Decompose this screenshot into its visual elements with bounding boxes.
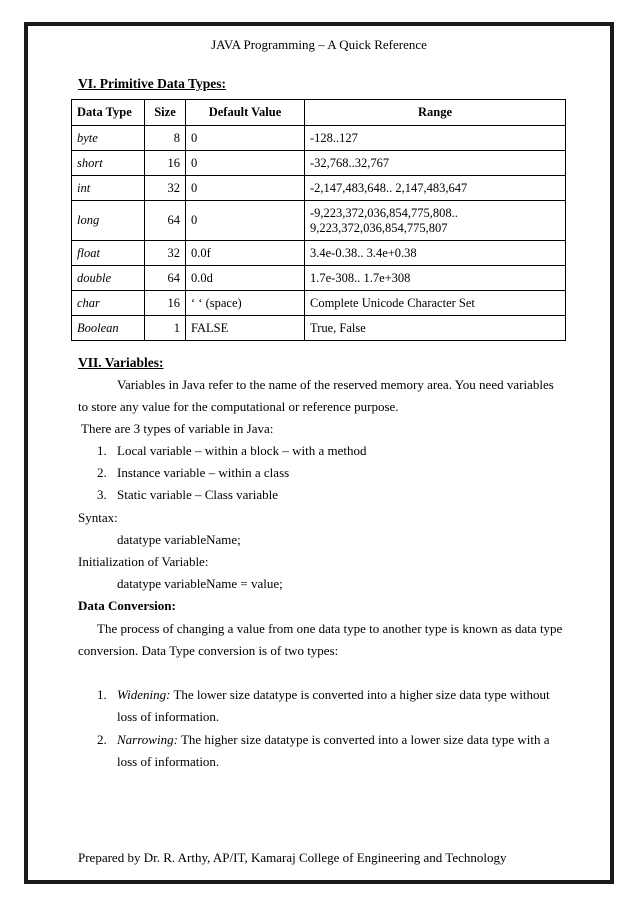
page-header: JAVA Programming – A Quick Reference bbox=[211, 37, 427, 52]
table-row bbox=[72, 291, 566, 316]
default-cell: FALSE bbox=[186, 316, 305, 341]
range-cell: -128..127 bbox=[305, 126, 566, 151]
widening-text: The lower size datatype is converted into a higher size data type without bbox=[173, 687, 550, 702]
type-cell: double bbox=[72, 266, 145, 291]
conversion-paragraph-line: conversion. Data Type conversion is of two types: bbox=[78, 643, 339, 658]
narrowing-text: The higher size datatype is converted into a lower size data type with a bbox=[180, 732, 550, 747]
table-row bbox=[72, 241, 566, 266]
table-row bbox=[72, 176, 566, 201]
size-cell: 32 bbox=[145, 176, 186, 201]
table-row bbox=[72, 151, 566, 176]
section-title-primitive-types: VI. Primitive Data Types: bbox=[78, 76, 226, 91]
default-cell: 0.0d bbox=[186, 266, 305, 291]
initialization-label: Initialization of Variable: bbox=[78, 554, 209, 569]
type-cell: long bbox=[72, 201, 145, 241]
size-cell: 8 bbox=[145, 126, 186, 151]
size-cell: 16 bbox=[145, 151, 186, 176]
list-item: Static variable – Class variable bbox=[117, 487, 279, 502]
range-cell: -2,147,483,648.. 2,147,483,647 bbox=[305, 176, 566, 201]
list-item-number: 2. bbox=[97, 732, 107, 747]
table-row bbox=[72, 126, 566, 151]
list-item-number: 2. bbox=[97, 465, 107, 480]
type-cell: int bbox=[72, 176, 145, 201]
list-item-number: 3. bbox=[97, 487, 107, 502]
type-cell: Boolean bbox=[72, 316, 145, 341]
type-cell: char bbox=[72, 291, 145, 316]
default-cell: 0 bbox=[186, 151, 305, 176]
type-cell: short bbox=[72, 151, 145, 176]
default-cell: 0 bbox=[186, 201, 305, 241]
variables-paragraph-line: Variables in Java refer to the name of the reserved memory area. You need variables bbox=[117, 377, 554, 392]
column-header: Data Type bbox=[72, 100, 145, 126]
table-row bbox=[72, 266, 566, 291]
default-cell: 0 bbox=[186, 176, 305, 201]
variable-types-intro: There are 3 types of variable in Java: bbox=[81, 421, 274, 436]
initialization-code: datatype variableName = value; bbox=[117, 576, 283, 591]
section-title-variables: VII. Variables: bbox=[78, 355, 164, 370]
page-footer: Prepared by Dr. R. Arthy, AP/IT, Kamaraj College of Engineering and Technology bbox=[78, 850, 507, 865]
data-conversion-heading: Data Conversion: bbox=[78, 598, 176, 613]
range-cell: True, False bbox=[305, 316, 566, 341]
variables-paragraph-line: to store any value for the computational or reference purpose. bbox=[78, 399, 399, 414]
widening-text-continued: loss of information. bbox=[117, 709, 220, 724]
column-header: Range bbox=[305, 100, 566, 126]
range-line: -9,223,372,036,854,775,808.. bbox=[310, 205, 458, 220]
list-item-number: 1. bbox=[97, 443, 107, 458]
size-cell: 16 bbox=[145, 291, 186, 316]
size-cell: 32 bbox=[145, 241, 186, 266]
narrowing-text-continued: loss of information. bbox=[117, 754, 220, 769]
table-header-row bbox=[72, 100, 566, 126]
size-cell: 64 bbox=[145, 201, 186, 241]
range-cell: 3.4e-0.38.. 3.4e+0.38 bbox=[305, 241, 566, 266]
table-row bbox=[72, 316, 566, 341]
range-line: 9,223,372,036,854,775,807 bbox=[310, 220, 448, 235]
list-item bbox=[117, 687, 550, 703]
list-item: Local variable – within a block – with a method bbox=[117, 443, 367, 458]
table-row bbox=[72, 201, 566, 241]
default-cell: 0 bbox=[186, 126, 305, 151]
narrowing-term: Narrowing: bbox=[117, 732, 178, 747]
list-item-number: 1. bbox=[97, 687, 107, 702]
default-cell: ‘ ‘ (space) bbox=[186, 291, 305, 316]
range-cell: -32,768..32,767 bbox=[305, 151, 566, 176]
column-header: Size bbox=[145, 100, 186, 126]
primitive-types-table bbox=[71, 99, 566, 341]
default-cell: 0.0f bbox=[186, 241, 305, 266]
type-cell: byte bbox=[72, 126, 145, 151]
column-header: Default Value bbox=[186, 100, 305, 126]
conversion-paragraph-line: The process of changing a value from one data type to another type is known as data type bbox=[97, 621, 563, 636]
widening-term: Widening: bbox=[117, 687, 171, 702]
range-cell bbox=[305, 201, 566, 241]
range-cell: 1.7e-308.. 1.7e+308 bbox=[305, 266, 566, 291]
size-cell: 1 bbox=[145, 316, 186, 341]
range-cell: Complete Unicode Character Set bbox=[305, 291, 566, 316]
list-item bbox=[117, 732, 550, 748]
type-cell: float bbox=[72, 241, 145, 266]
size-cell: 64 bbox=[145, 266, 186, 291]
list-item: Instance variable – within a class bbox=[117, 465, 290, 480]
syntax-label: Syntax: bbox=[78, 510, 118, 525]
syntax-code: datatype variableName; bbox=[117, 532, 241, 547]
